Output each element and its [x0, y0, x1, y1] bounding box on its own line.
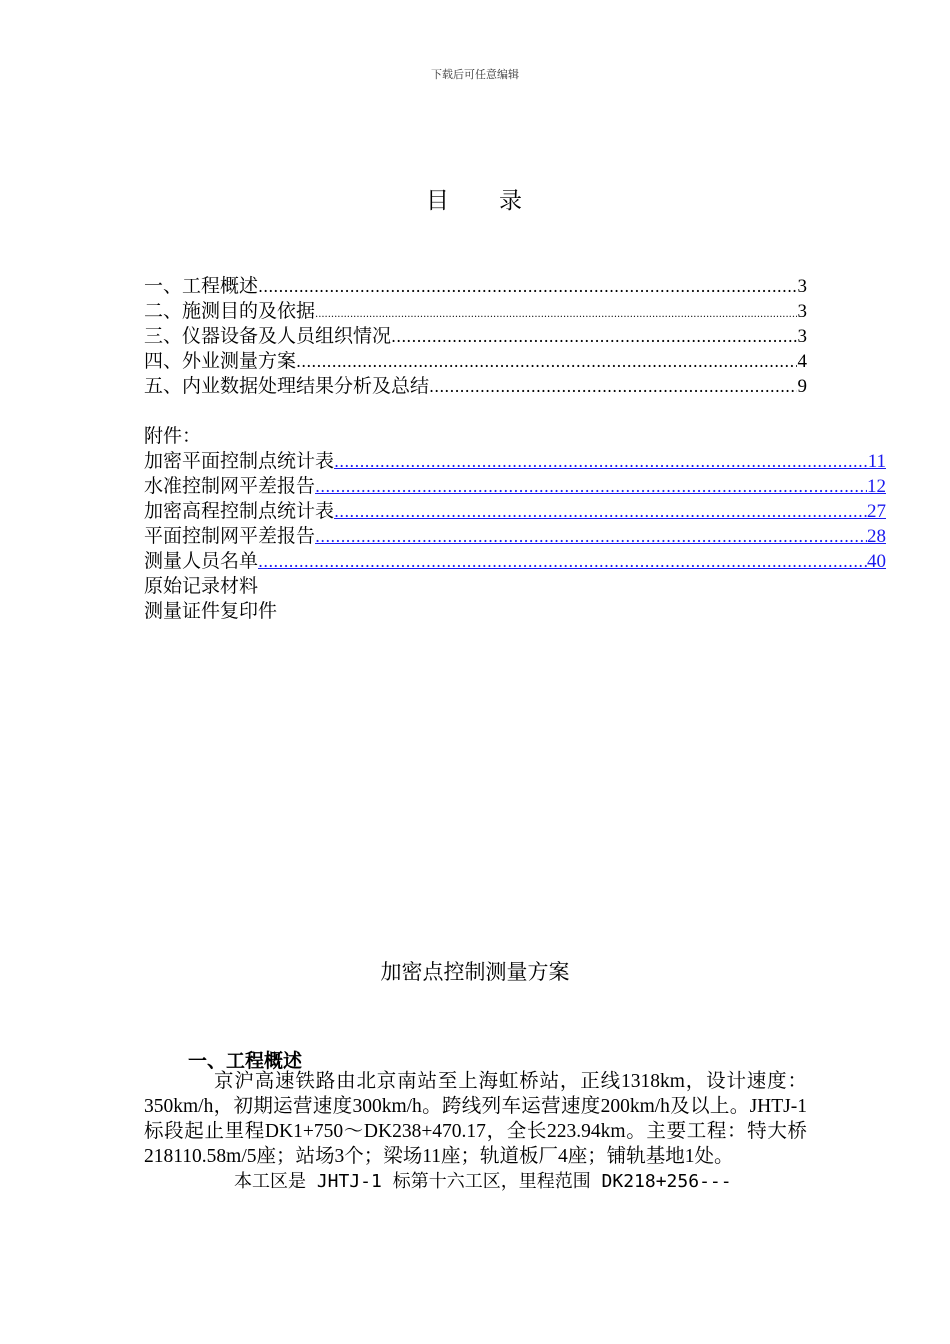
toc-item[interactable]	[144, 374, 807, 399]
appendix-item	[144, 499, 886, 524]
appendix-item	[144, 549, 886, 574]
appendix-page-link[interactable]: ..... 40	[258, 549, 886, 574]
toc-leader-dots	[258, 274, 796, 299]
toc-item-label: 四、外业测量方案	[144, 350, 297, 372]
appendix-heading: 附件：	[144, 425, 202, 447]
toc-item-page: 3	[797, 326, 807, 347]
appendix-plain-item: 测量证件复印件	[144, 600, 278, 622]
toc-item[interactable]	[144, 324, 807, 349]
toc-item[interactable]	[144, 299, 807, 324]
appendix-item-label: 平面控制网平差报告	[144, 525, 316, 547]
appendix-page-link[interactable]: ..... 12	[315, 474, 886, 499]
toc-leader-dots	[391, 324, 796, 349]
paragraph: 京沪高速铁路由北京南站至上海虹桥站，正线1318km，设计速度：350km/h，初期运营速度300km/h。跨线列车运营速度200km/h及以上。JHTJ-1标段起止里程DK1+750～DK238+470.17，全长223.94km。主要工程：特大桥218110.58m/5座；站场3个；梁场11座；轨道板厂4座；铺轨基地1处。	[144, 1071, 807, 1167]
header-note: 下载后可任意编辑	[431, 68, 519, 81]
appendix-item-label: 加密平面控制点统计表	[144, 450, 335, 472]
section-heading: 一、工程概述	[188, 1050, 303, 1072]
toc-leader-dots	[429, 374, 796, 399]
appendix-item-label: 加密高程控制点统计表	[144, 500, 335, 522]
toc-item[interactable]	[144, 274, 807, 299]
toc-item[interactable]	[144, 349, 807, 374]
appendix-page-link[interactable]: ..... 27	[334, 499, 886, 524]
toc-item-page: 9	[797, 376, 807, 397]
toc-item-label: 二、施测目的及依据	[144, 300, 316, 322]
document-title: 加密点控制测量方案	[380, 960, 570, 984]
table-of-contents	[144, 274, 807, 399]
appendix-item	[144, 524, 886, 549]
appendix-item	[144, 449, 886, 474]
toc-title-left: 目	[426, 188, 451, 214]
appendix-page-link[interactable]: ..... 28	[315, 524, 886, 549]
toc-item-label: 五、内业数据处理结果分析及总结	[144, 375, 430, 397]
toc-title	[0, 182, 950, 215]
toc-item-label: 一、工程概述	[144, 275, 259, 297]
appendix-item	[144, 474, 886, 499]
toc-title-right: 录	[499, 188, 524, 214]
toc-item-label: 三、仪器设备及人员组织情况	[144, 325, 392, 347]
paragraph: 本工区是 JHTJ-1 标第十六工区，里程范围 DK218+256---	[234, 1171, 732, 1192]
appendix-page-link[interactable]: ..... 11	[334, 449, 886, 474]
appendix-item-label: 测量人员名单	[144, 550, 259, 572]
body-text	[144, 1069, 807, 1194]
toc-item-page: 3	[797, 301, 807, 322]
appendix-plain-item: 原始记录材料	[144, 575, 259, 597]
appendix-item-label: 水准控制网平差报告	[144, 475, 316, 497]
toc-item-page: 3	[797, 276, 807, 297]
appendix-list	[144, 424, 886, 624]
toc-item-page: 4	[797, 351, 807, 372]
toc-leader-dots	[296, 349, 796, 374]
